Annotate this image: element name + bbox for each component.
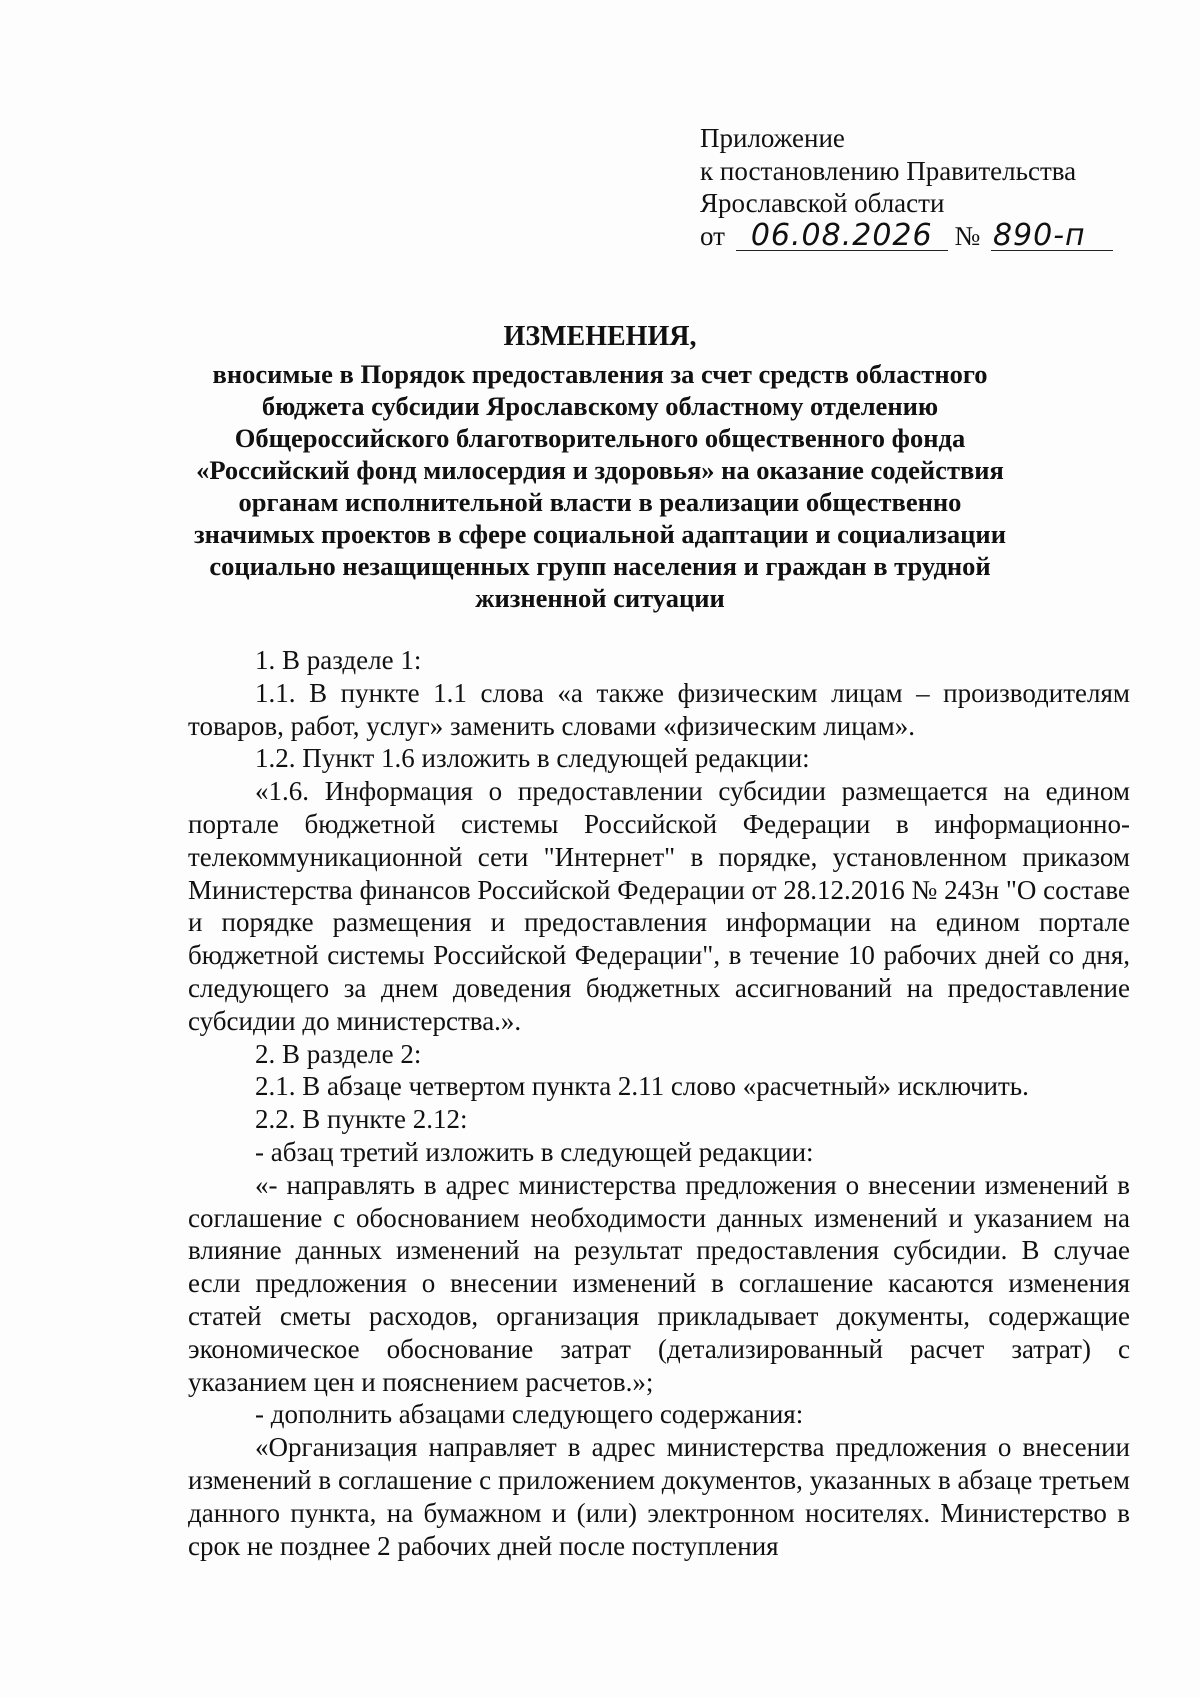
appendix-date-number-line [700,217,1120,253]
paragraph-2-2: 2.2. В пункте 2.12: [255,1104,468,1135]
paragraph-1-2: 1.2. Пункт 1.6 изложить в следующей редакции: [255,743,810,774]
handwritten-date: 06.08.2026 [736,222,948,251]
number-prefix: № [954,220,981,251]
appendix-region-line: Ярославской области [700,188,945,218]
paragraph-2-1: 2.1. В абзаце четвертом пункта 2.11 слово «расчетный» исключить. [255,1071,1029,1102]
date-prefix: от [700,220,725,251]
paragraph-1-6-text: «1.6. Информация о предоставлении субсидии размещается на едином портале бюджетной системы Российской Федерации в информационно-телекоммуникационной сети "Интернет" в порядке, установленном приказом Министерства финансов Российской Федерации от 28.12.2016 № 243н "О составе и порядке размещения и предоставления информации на едином портале бюджетной системы Российской Федерации", в течение 10 рабочих дней со дня, следующего за днем доведения бюджетных ассигнований на предоставление субсидии до министерства.». [188,776,1130,1036]
paragraph-abzac-3-text: «- направлять в адрес министерства предложения о внесении изменений в соглашение с обоснованием необходимости данных изменений и указанием на влияние данных изменений на результат предоставления субсидии. В случае если предложения о внесении изменений в соглашение касаются изменения статей сметы расходов, организация прикладывает документы, содержащие экономическое обоснование затрат (детализированный расчет затрат) с указанием цен и пояснением расчетов.»; [188,1169,1130,1397]
paragraph-organization: «Организация направляет в адрес министерства предложения о внесении изменений в соглашение с приложением документов, указанных в абзаце третьем данного пункта, на бумажном и (или) электронном носителях. Министерство в срок не позднее 2 рабочих дней после поступления [188,1432,1130,1561]
document-body [188,644,1130,1562]
title-heading: ИЗМЕНЕНИЯ, [503,321,697,352]
appendix-label: Приложение [700,123,845,153]
appendix-block [700,122,1120,252]
paragraph-1-1: 1.1. В пункте 1.1 слова «а также физическим лицам – производителям товаров, работ, услуг» заменить словами «физическим лицам». [188,677,1130,741]
paragraph-add-abzacs: - дополнить абзацами следующего содержания: [255,1399,804,1430]
paragraph-abzac-3: - абзац третий изложить в следующей редакции: [255,1136,814,1167]
title-subtitle: вносимые в Порядок предоставления за счет средств областного бюджета субсидии Ярославскому областному отделению Общероссийского благотворительного общественного фонда «Российский фонд милосердия и здоровья» на оказание содействия органам исполнительной власти в реализации общественно значимых проектов в сфере социальной адаптации и социализации социально незащищенных групп населения и граждан в трудной жизненной ситуации [194,359,1006,613]
paragraph-section-1: 1. В разделе 1: [255,645,422,675]
handwritten-number: 890-п [991,222,1113,251]
document-title [190,320,1010,614]
appendix-resolution-line: к постановлению Правительства [700,155,1077,186]
paragraph-section-2: 2. В разделе 2: [255,1038,422,1069]
